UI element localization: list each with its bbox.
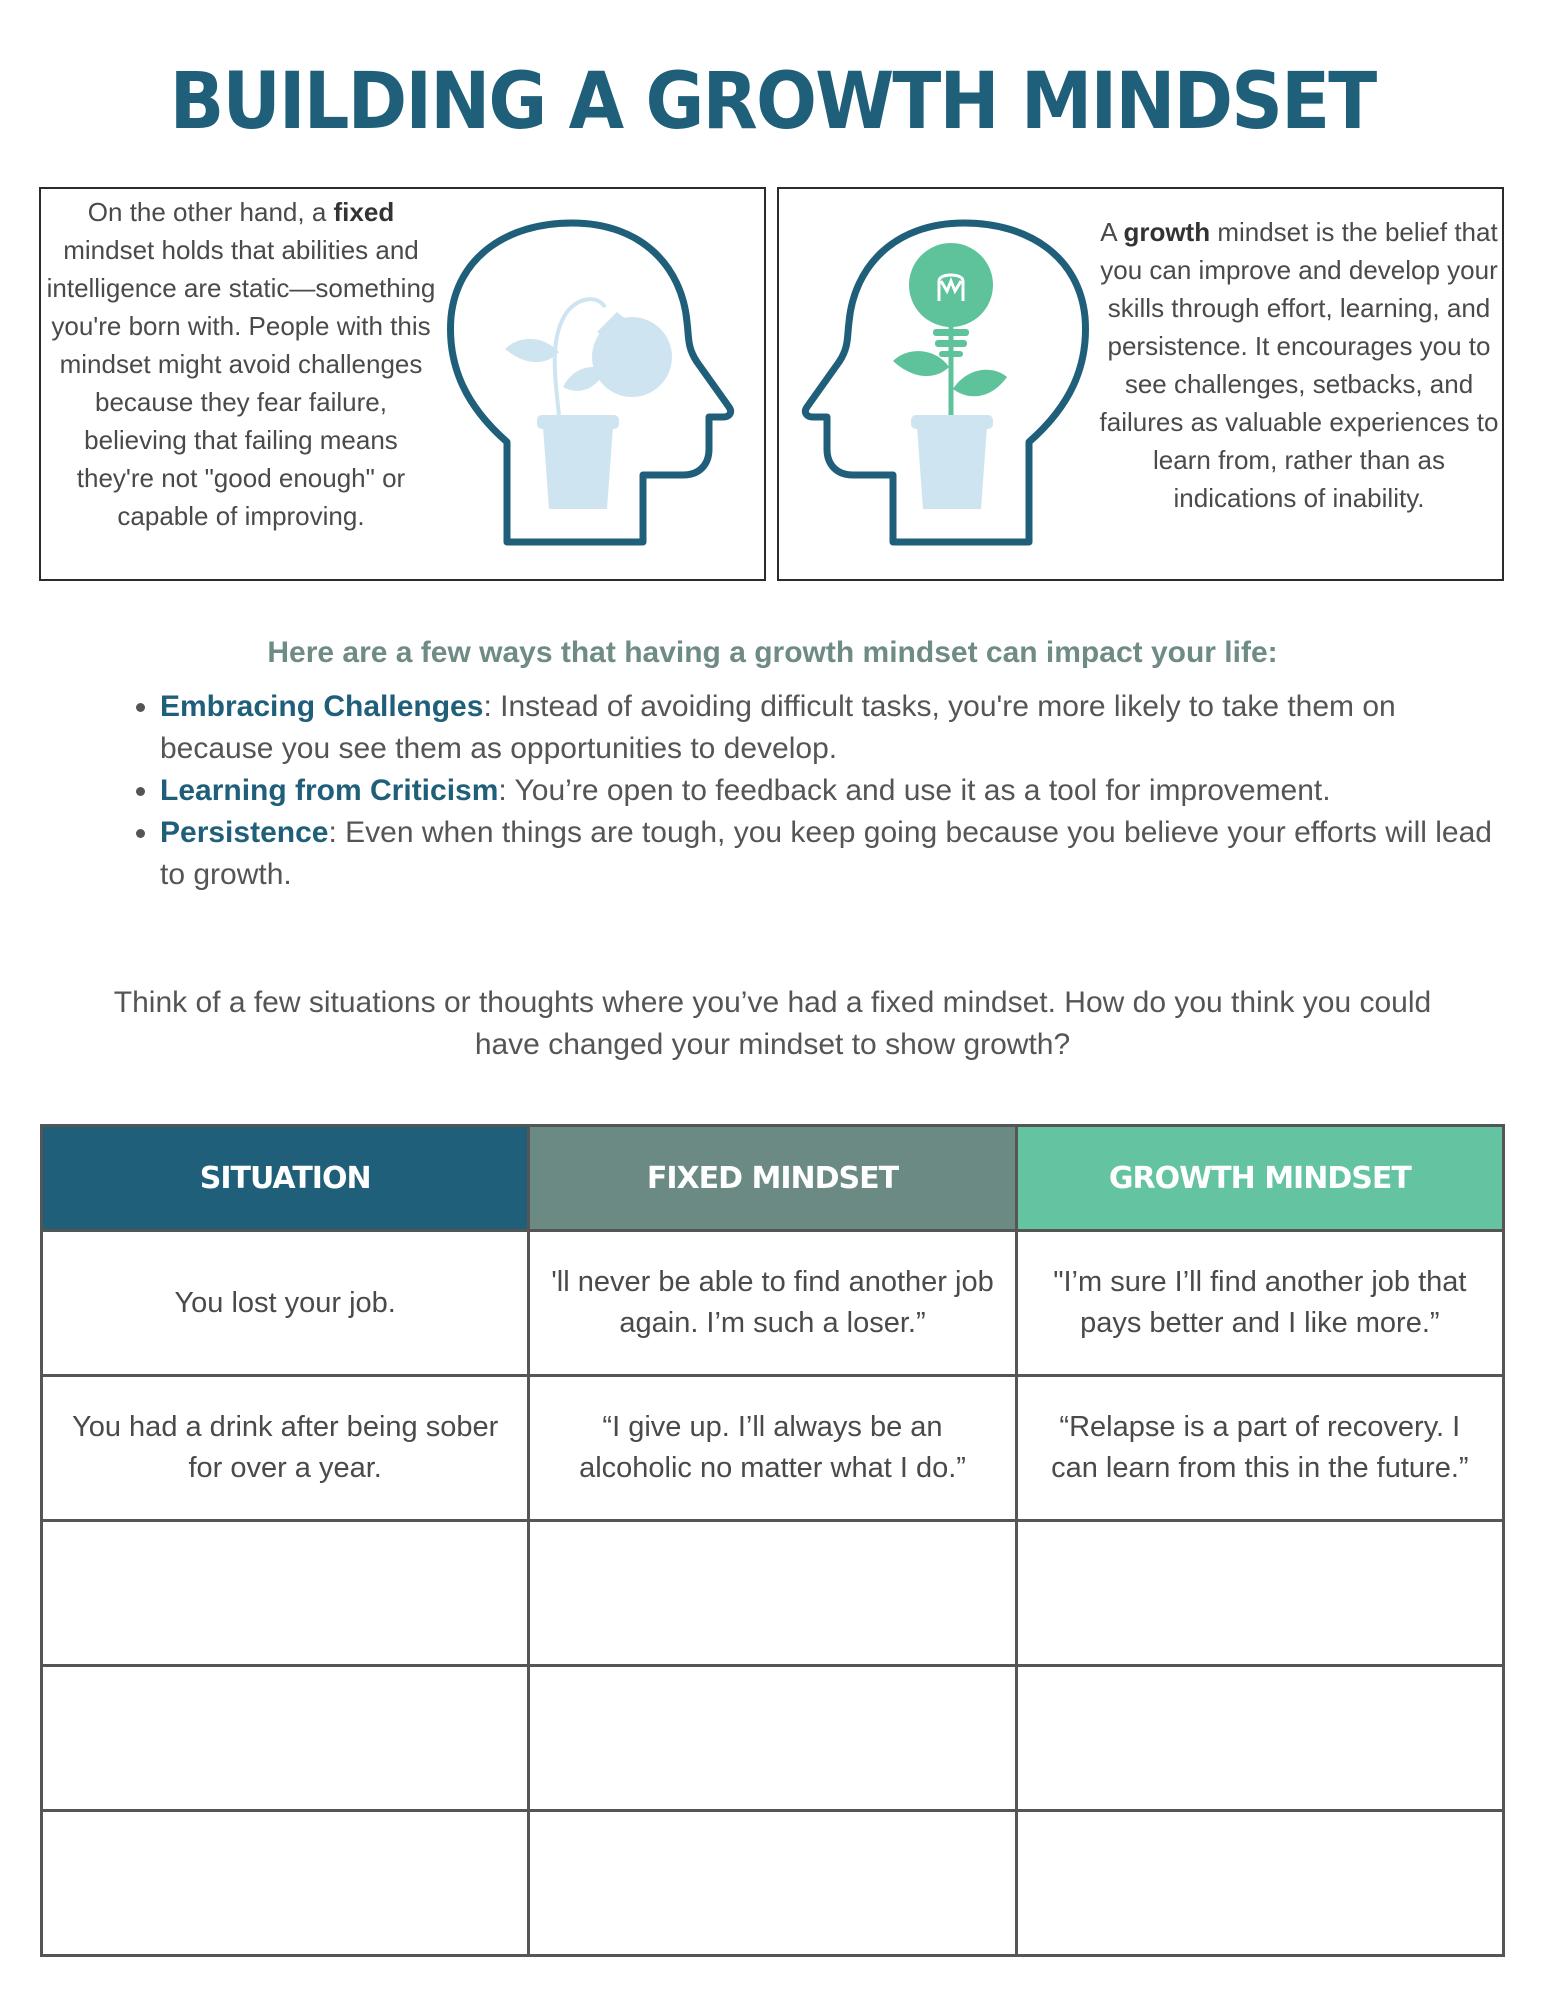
fixed-mindset-cell[interactable] <box>529 1666 1016 1811</box>
fixed-mindset-cell[interactable] <box>529 1521 1016 1666</box>
growth-keyword: growth <box>1123 217 1211 247</box>
table-row <box>42 1811 1504 1956</box>
head-with-wilting-plant-icon <box>447 217 747 557</box>
growth-mindset-cell[interactable] <box>1016 1811 1503 1956</box>
fixed-mindset-cell: “I give up. I’ll always be an alcoholic no matter what I do.” <box>529 1376 1016 1521</box>
growth-mindset-cell[interactable] <box>1016 1521 1503 1666</box>
growth-mindset-box <box>777 187 1504 581</box>
growth-mindset-cell: “Relapse is a part of recovery. I can learn from this in the future.” <box>1016 1376 1503 1521</box>
growth-mindset-cell[interactable] <box>1016 1666 1503 1811</box>
table-row <box>42 1666 1504 1811</box>
fixed-mindset-text: On the other hand, a fixed mindset holds that abilities and intelligence are static—something you're born with. People with this mindset might avoid challenges because they fear failure, believing that failing means they're not "good enough" or capable of improving. <box>46 197 436 531</box>
table-row <box>42 1376 1504 1521</box>
fixed-mindset-box <box>39 187 766 581</box>
situation-cell: You had a drink after being sober for over a year. <box>42 1376 529 1521</box>
impact-text: : Instead of avoiding difficult tasks, you're more likely to take them on because you see them as opportunities to develop. <box>160 690 1396 765</box>
situation-cell: You lost your job. <box>42 1231 529 1376</box>
table-row <box>42 1521 1504 1666</box>
header-situation: SITUATION <box>42 1126 529 1231</box>
impact-term: Learning from Criticism <box>160 774 499 807</box>
reflection-prompt: Think of a few situations or thoughts where you’ve had a fixed mindset. How do you think you could have changed your mindset to show growth? <box>113 986 1432 1061</box>
mindset-worksheet-table <box>40 1124 1505 1957</box>
situation-cell[interactable] <box>42 1666 529 1811</box>
impacts-list <box>118 686 1500 896</box>
impacts-heading: Here are a few ways that having a growth mindset can impact your life: <box>267 636 1278 669</box>
situation-cell[interactable] <box>42 1521 529 1666</box>
list-item <box>160 686 1500 770</box>
list-item <box>160 770 1500 812</box>
fixed-mindset-cell: 'll never be able to find another job again. I’m such a loser.” <box>529 1231 1016 1376</box>
table-header-row <box>42 1126 1504 1231</box>
head-with-growing-plant-icon <box>789 217 1089 557</box>
growth-mindset-cell: "I’m sure I’ll find another job that pays better and I like more.” <box>1016 1231 1503 1376</box>
impact-term: Embracing Challenges <box>160 690 484 723</box>
table-row <box>42 1231 1504 1376</box>
fixed-keyword: fixed <box>333 197 395 227</box>
impact-text: : You’re open to feedback and use it as a tool for improvement. <box>498 774 1331 807</box>
situation-cell[interactable] <box>42 1811 529 1956</box>
growth-mindset-text: A growth mindset is the belief that you can improve and develop your skills through effort, learning, and persistence. It encourages you to see challenges, setbacks, and failures as valuable experiences to learn from, rather than as indications of inability. <box>1099 217 1499 513</box>
page-title: BUILDING A GROWTH MINDSET <box>169 57 1376 147</box>
header-growth-mindset: GROWTH MINDSET <box>1016 1126 1503 1231</box>
impact-text: : Even when things are tough, you keep going because you believe your efforts will lead to growth. <box>160 816 1492 891</box>
fixed-mindset-cell[interactable] <box>529 1811 1016 1956</box>
impact-term: Persistence <box>160 816 329 849</box>
list-item <box>160 812 1500 896</box>
header-fixed-mindset: FIXED MINDSET <box>529 1126 1016 1231</box>
